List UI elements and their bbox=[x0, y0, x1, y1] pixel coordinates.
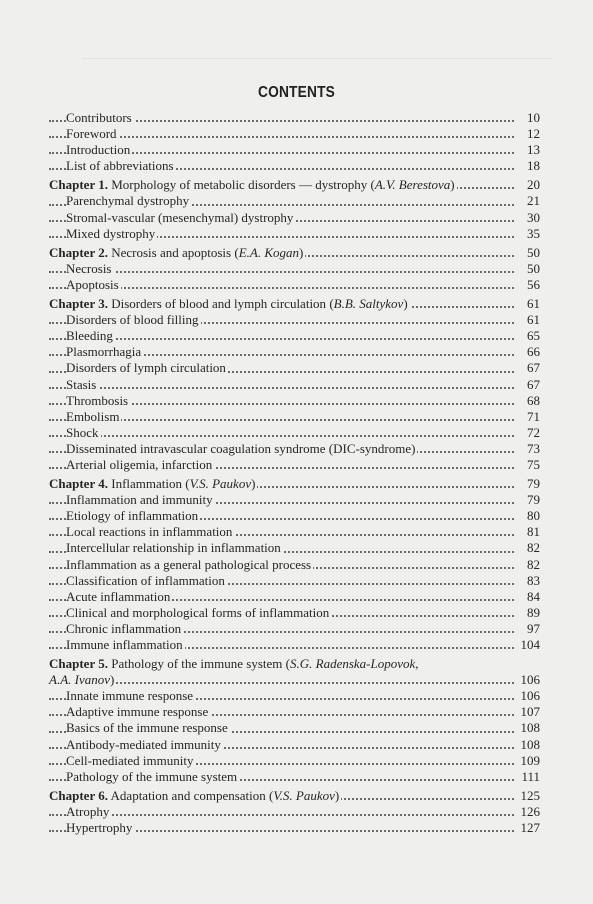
entry-title: Inflammation and immunity bbox=[66, 492, 213, 508]
table-of-contents bbox=[49, 110, 540, 836]
page-number: 30 bbox=[516, 210, 540, 226]
entry-text: Chapter 5. Pathology of the immune system (S.G. Radenska-Lopovok, bbox=[49, 656, 419, 672]
page-number: 82 bbox=[516, 540, 540, 556]
entry-text bbox=[66, 261, 114, 276]
entry-text: Chapter 1. Morphology of metabolic disorders — dystrophy (A.V. Berestova) bbox=[49, 177, 455, 193]
toc-entry[interactable] bbox=[49, 261, 540, 277]
toc-chapter-entry[interactable] bbox=[49, 245, 540, 261]
page-number: 79 bbox=[516, 492, 540, 508]
entry-title: Cell-mediated immunity bbox=[66, 752, 194, 768]
toc-entry[interactable] bbox=[49, 621, 540, 637]
page-number: 80 bbox=[516, 508, 540, 524]
toc-entry[interactable] bbox=[49, 360, 540, 376]
toc-entry[interactable] bbox=[49, 425, 540, 441]
entry-author: B.B. Saltykov bbox=[333, 296, 404, 312]
toc-entry[interactable] bbox=[49, 457, 540, 473]
entry-title: Classification of inflammation bbox=[66, 572, 225, 588]
entry-title: Adaptation and compensation bbox=[110, 787, 266, 803]
entry-title: Hypertrophy bbox=[66, 820, 133, 836]
toc-entry[interactable] bbox=[49, 508, 540, 524]
entry-text bbox=[66, 457, 214, 472]
toc-entry[interactable] bbox=[49, 492, 540, 508]
entry-title: Plasmorrhagia bbox=[66, 344, 142, 360]
entry-title: Antibody-mediated immunity bbox=[66, 736, 221, 752]
page-number: 56 bbox=[516, 277, 540, 293]
entry-title: Foreword bbox=[66, 126, 117, 142]
entry-text bbox=[66, 621, 183, 636]
entry-text bbox=[66, 769, 239, 784]
toc-entry[interactable] bbox=[49, 720, 540, 736]
entry-text bbox=[66, 277, 121, 292]
entry-text bbox=[66, 524, 234, 539]
entry-title: Introduction bbox=[66, 142, 131, 158]
entry-title: Inflammation bbox=[111, 476, 182, 492]
entry-title: Necrosis bbox=[66, 260, 112, 276]
entry-title: Embolism bbox=[66, 408, 120, 424]
dot-leader bbox=[49, 387, 514, 389]
entry-text bbox=[66, 377, 98, 392]
toc-entry[interactable] bbox=[49, 737, 540, 753]
dot-leader bbox=[49, 435, 514, 437]
entry-text bbox=[66, 688, 195, 703]
page-number: 82 bbox=[516, 557, 540, 573]
page-number: 35 bbox=[516, 226, 540, 242]
page-number: 21 bbox=[516, 193, 540, 209]
page-number: 66 bbox=[516, 344, 540, 360]
page-number: 12 bbox=[516, 126, 540, 142]
toc-entry[interactable] bbox=[49, 589, 540, 605]
toc-entry[interactable] bbox=[49, 110, 540, 126]
entry-title: Disseminated intravascular coagulation syndrome (DIC-syndrome) bbox=[66, 440, 416, 456]
entry-title: Pathology of the immune system bbox=[111, 656, 283, 672]
entry-title: Intercellular relationship in inflammation bbox=[66, 540, 281, 556]
page-number: 50 bbox=[516, 245, 540, 261]
entry-text bbox=[66, 142, 132, 157]
entry-title: Necrosis and apoptosis bbox=[111, 244, 232, 260]
toc-entry[interactable] bbox=[49, 637, 540, 653]
entry-text: Chapter 3. Disorders of blood and lymph circulation (B.B. Saltykov) bbox=[49, 296, 408, 312]
toc-entry[interactable] bbox=[49, 557, 540, 573]
entry-text bbox=[66, 753, 195, 768]
entry-text bbox=[66, 360, 228, 375]
toc-entry[interactable] bbox=[49, 524, 540, 540]
page-number: 89 bbox=[516, 605, 540, 621]
page-number: 50 bbox=[516, 261, 540, 277]
toc-entry[interactable] bbox=[49, 672, 540, 688]
toc-entry[interactable] bbox=[49, 769, 540, 785]
entry-title: Parenchymal dystrophy bbox=[66, 193, 190, 209]
toc-entry[interactable] bbox=[49, 158, 540, 174]
entry-text bbox=[66, 605, 331, 620]
entry-title: Contributors bbox=[66, 110, 132, 125]
entry-title: Apoptosis bbox=[66, 276, 119, 292]
toc-chapter-entry[interactable] bbox=[49, 296, 540, 312]
entry-title: Stromal-vascular (mesenchymal) dystrophy bbox=[66, 209, 294, 225]
page-number: 18 bbox=[516, 158, 540, 174]
page-number: 108 bbox=[516, 737, 540, 753]
entry-title: Morphology of metabolic disorders — dystrophy bbox=[111, 177, 368, 193]
page-number: 13 bbox=[516, 142, 540, 158]
entry-text bbox=[66, 508, 200, 523]
entry-author: A.V. Berestova bbox=[374, 177, 451, 193]
entry-author: E.A. Kogan bbox=[238, 244, 300, 260]
entry-text bbox=[66, 704, 210, 719]
toc-chapter-entry[interactable] bbox=[49, 656, 540, 672]
page-number: 83 bbox=[516, 573, 540, 589]
toc-entry[interactable] bbox=[49, 226, 540, 242]
page-number: 79 bbox=[516, 476, 540, 492]
entry-title: List of abbreviations bbox=[66, 158, 174, 174]
toc-entry[interactable] bbox=[49, 126, 540, 142]
page-number: 20 bbox=[516, 177, 540, 193]
entry-text bbox=[66, 312, 201, 327]
entry-text bbox=[66, 126, 119, 141]
entry-title: Disorders of blood filling bbox=[66, 312, 199, 328]
page-number: 97 bbox=[516, 621, 540, 637]
entry-text bbox=[66, 393, 130, 408]
toc-entry[interactable] bbox=[49, 688, 540, 704]
page-number: 61 bbox=[516, 312, 540, 328]
entry-text bbox=[66, 210, 295, 225]
chapter-label: Chapter 4. bbox=[49, 476, 108, 492]
entry-text bbox=[66, 425, 101, 440]
entry-title: Immune inflammation bbox=[66, 637, 183, 652]
entry-text bbox=[66, 820, 134, 835]
entry-text bbox=[66, 804, 111, 819]
page-number: 10 bbox=[516, 110, 540, 126]
entry-title: Disorders of lymph circulation bbox=[66, 360, 226, 376]
dot-leader bbox=[49, 271, 514, 273]
page-number: 104 bbox=[516, 637, 540, 653]
entry-title: Arterial oligemia, infarction bbox=[66, 456, 213, 472]
entry-title: Clinical and morphological forms of inflammation bbox=[66, 604, 330, 620]
toc-entry[interactable] bbox=[49, 753, 540, 769]
page-number: 61 bbox=[516, 296, 540, 312]
page-number: 125 bbox=[516, 788, 540, 804]
entry-title: Adaptive immune response bbox=[66, 704, 209, 720]
entry-title: Stasis bbox=[66, 376, 97, 392]
entry-title: Thrombosis bbox=[66, 392, 129, 408]
entry-author: V.S. Paukov bbox=[189, 476, 252, 492]
entry-text bbox=[66, 441, 417, 456]
entry-text bbox=[66, 737, 223, 752]
toc-chapter-entry[interactable] bbox=[49, 177, 540, 193]
dot-leader bbox=[49, 338, 514, 340]
entry-author: S.G. Radenska-Lopovok, bbox=[289, 656, 419, 672]
entry-title: Innate immune response bbox=[66, 688, 194, 704]
page-number: 73 bbox=[516, 441, 540, 457]
page-number: 109 bbox=[516, 753, 540, 769]
page-number: 68 bbox=[516, 393, 540, 409]
toc-entry[interactable] bbox=[49, 804, 540, 820]
entry-title: Etiology of inflammation bbox=[66, 508, 199, 524]
entry-text bbox=[66, 720, 230, 735]
toc-entry[interactable] bbox=[49, 193, 540, 209]
dot-leader bbox=[49, 814, 514, 816]
entry-text: A.A. Ivanov) bbox=[49, 672, 115, 688]
page-number: 107 bbox=[516, 704, 540, 720]
page-number: 67 bbox=[516, 377, 540, 393]
entry-text bbox=[66, 158, 176, 173]
entry-title: Inflammation as a general pathological process bbox=[66, 556, 312, 572]
page-number: 72 bbox=[516, 425, 540, 441]
entry-author: V.S. Paukov bbox=[273, 787, 335, 803]
chapter-label: Chapter 6. bbox=[49, 787, 108, 803]
page-number: 126 bbox=[516, 804, 540, 820]
entry-author: A.A. Ivanov bbox=[49, 672, 111, 688]
entry-title: Basics of the immune response bbox=[66, 720, 228, 736]
chapter-label: Chapter 3. bbox=[49, 296, 108, 312]
toc-entry[interactable] bbox=[49, 540, 540, 556]
entry-text bbox=[66, 589, 172, 604]
toc-entry[interactable] bbox=[49, 605, 540, 621]
entry-title: Pathology of the immune system bbox=[66, 768, 238, 784]
page-number: 75 bbox=[516, 457, 540, 473]
entry-text bbox=[66, 637, 185, 652]
page-number: 81 bbox=[516, 524, 540, 540]
toc-entry[interactable] bbox=[49, 344, 540, 360]
chapter-label: Chapter 5. bbox=[49, 656, 108, 672]
toc-entry[interactable] bbox=[49, 377, 540, 393]
toc-entry[interactable] bbox=[49, 277, 540, 293]
entry-text bbox=[66, 226, 157, 241]
page-number: 84 bbox=[516, 589, 540, 605]
entry-title: Chronic inflammation bbox=[66, 620, 182, 636]
entry-text: Chapter 2. Necrosis and apoptosis (E.A. Kogan) bbox=[49, 244, 304, 260]
toc-entry[interactable] bbox=[49, 441, 540, 457]
page-number: 65 bbox=[516, 328, 540, 344]
entry-text bbox=[66, 409, 121, 424]
toc-entry[interactable] bbox=[49, 820, 540, 836]
entry-title: Local reactions in inflammation bbox=[66, 524, 233, 540]
entry-title: Shock bbox=[66, 424, 99, 440]
toc-entry[interactable] bbox=[49, 409, 540, 425]
entry-text bbox=[66, 328, 115, 343]
toc-chapter-entry[interactable] bbox=[49, 476, 540, 492]
entry-text bbox=[66, 492, 215, 507]
dot-leader bbox=[49, 682, 514, 684]
page-number: 67 bbox=[516, 360, 540, 376]
entry-text: Chapter 6. Adaptation and compensation (V.S. Paukov) bbox=[49, 787, 340, 803]
entry-text bbox=[66, 573, 227, 588]
chapter-label: Chapter 2. bbox=[49, 244, 108, 260]
toc-chapter-entry[interactable] bbox=[49, 788, 540, 804]
toc-entry[interactable] bbox=[49, 142, 540, 158]
page-number: 127 bbox=[516, 820, 540, 836]
entry-title: Bleeding bbox=[66, 328, 113, 344]
page-number: 111 bbox=[516, 769, 540, 785]
entry-title: Disorders of blood and lymph circulation bbox=[111, 296, 327, 312]
entry-text bbox=[66, 557, 313, 572]
entry-title: Mixed dystrophy bbox=[66, 225, 156, 241]
page-title: CONTENTS bbox=[257, 84, 336, 101]
entry-text: Chapter 4. Inflammation (V.S. Paukov) bbox=[49, 476, 256, 492]
page-number: 106 bbox=[516, 688, 540, 704]
toc-entry[interactable] bbox=[49, 573, 540, 589]
toc-entry[interactable] bbox=[49, 210, 540, 226]
chapter-label: Chapter 1. bbox=[49, 177, 108, 193]
entry-text bbox=[66, 344, 143, 359]
toc-entry[interactable] bbox=[49, 328, 540, 344]
entry-title: Atrophy bbox=[66, 803, 110, 819]
entry-text bbox=[66, 540, 283, 555]
entry-text bbox=[66, 110, 134, 125]
toc-entry[interactable] bbox=[49, 393, 540, 409]
toc-entry[interactable] bbox=[49, 312, 540, 328]
entry-title: Acute inflammation bbox=[66, 588, 171, 604]
page-number: 106 bbox=[516, 672, 540, 688]
entry-text bbox=[66, 193, 191, 208]
page-number: 71 bbox=[516, 409, 540, 425]
toc-entry[interactable] bbox=[49, 704, 540, 720]
page-number: 108 bbox=[516, 720, 540, 736]
